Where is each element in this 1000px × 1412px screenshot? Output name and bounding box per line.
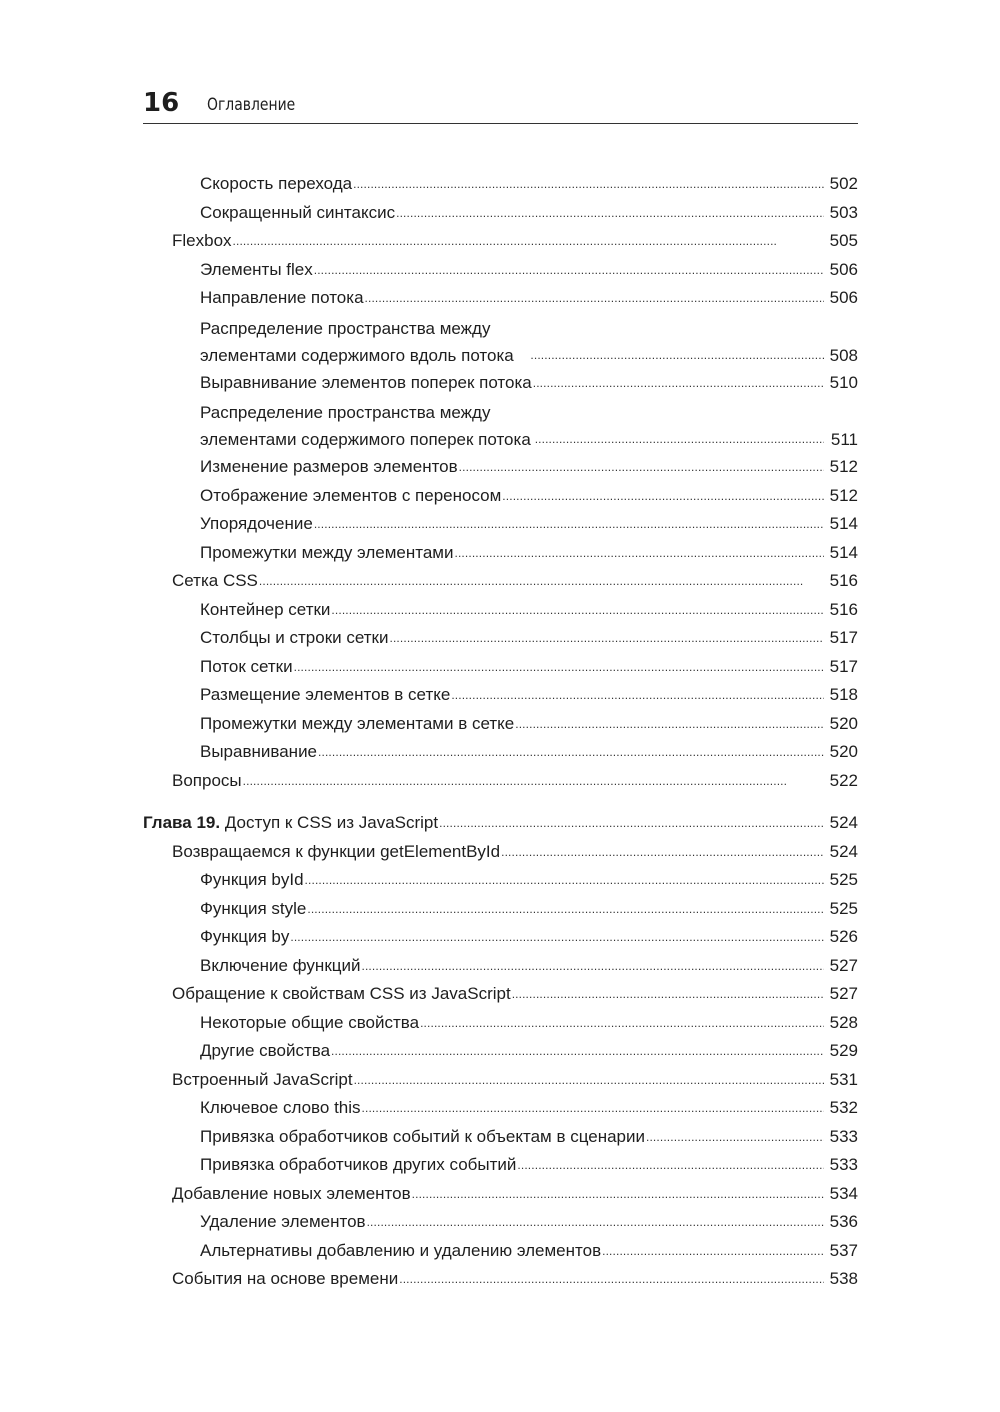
toc-entry[interactable]	[143, 1094, 858, 1123]
toc-entry-title: Альтернативы добавлению и удалению элементов	[200, 1240, 602, 1260]
toc-page-number: 510	[829, 372, 858, 392]
toc-entry[interactable]	[143, 980, 858, 1009]
toc-page-number: 534	[829, 1183, 858, 1203]
dot-leader	[307, 895, 824, 924]
toc-entry[interactable]	[143, 199, 858, 228]
toc-page-number: 512	[829, 485, 858, 505]
toc-page-number: 516	[829, 571, 858, 590]
toc-page-number: 520	[829, 713, 858, 733]
toc-page-number: 533	[829, 1126, 858, 1146]
toc-page-number: 536	[829, 1212, 858, 1231]
dot-leader	[331, 1037, 824, 1066]
toc-page-number: 514	[829, 514, 858, 533]
dot-leader	[294, 653, 824, 682]
toc-entry[interactable]	[143, 284, 858, 313]
dot-leader	[365, 284, 824, 313]
dot-leader	[233, 227, 824, 256]
toc-entry-title: Добавление новых элементов	[172, 1183, 411, 1203]
dot-leader	[535, 426, 824, 453]
toc-entry[interactable]	[143, 767, 858, 796]
toc-entry[interactable]	[143, 866, 858, 895]
toc-page-number: 524	[829, 813, 858, 832]
toc-entry[interactable]	[143, 596, 858, 625]
toc-entry[interactable]	[143, 1265, 858, 1294]
toc-entry-title	[143, 809, 438, 838]
toc-page-number: 531	[829, 1069, 858, 1089]
toc-page-number: 505	[829, 231, 858, 250]
toc-page-number: 508	[829, 345, 858, 365]
toc-page-number: 532	[829, 1098, 858, 1117]
toc-page-number: 517	[829, 628, 858, 647]
toc-page-number: 527	[829, 955, 858, 975]
header-divider	[143, 123, 858, 124]
toc-entry-title: Сокращенный синтаксис	[200, 202, 396, 222]
toc-page-number: 517	[829, 656, 858, 676]
dot-leader	[602, 1237, 824, 1266]
toc-entry-title: Отображение элементов с переносом	[200, 485, 502, 505]
toc-entry[interactable]	[143, 256, 858, 285]
toc-page-number: 518	[829, 685, 858, 704]
toc-entry-title: Выравнивание элементов поперек потока	[200, 372, 532, 392]
toc-page-number: 502	[829, 174, 858, 193]
toc-entry[interactable]	[143, 510, 858, 539]
dot-leader	[451, 681, 824, 710]
dot-leader	[646, 1123, 824, 1152]
toc-entry-title: Обращение к свойствам CSS из JavaScript	[172, 984, 511, 1003]
toc-entry[interactable]	[143, 1237, 858, 1266]
table-of-contents	[143, 170, 858, 1294]
toc-entry-title: Элементы flex	[200, 259, 313, 279]
toc-entry[interactable]	[143, 313, 858, 369]
toc-entry[interactable]	[143, 895, 858, 924]
page-number: 16	[143, 88, 180, 118]
toc-entry[interactable]	[143, 1066, 858, 1095]
dot-leader	[314, 256, 824, 285]
dot-leader	[259, 567, 824, 596]
toc-entry-title: Направление потока	[200, 288, 364, 307]
toc-page-number: 512	[829, 457, 858, 476]
toc-entry-title: Привязка обработчиков событий к объектам в сценарии	[200, 1126, 645, 1146]
toc-entry-title: Поток сетки	[200, 656, 293, 676]
dot-leader	[331, 596, 824, 625]
dot-leader	[362, 952, 825, 981]
toc-entry-title: Функция byId	[200, 870, 304, 889]
toc-entry[interactable]	[143, 1009, 858, 1038]
toc-page-number: 511	[830, 430, 858, 449]
dot-leader	[530, 342, 824, 369]
dot-leader	[367, 1208, 824, 1237]
toc-entry[interactable]	[143, 170, 858, 199]
toc-entry-title: Привязка обработчиков других событий	[200, 1155, 517, 1174]
toc-page-number: 527	[829, 984, 858, 1003]
dot-leader	[389, 624, 824, 653]
dot-leader	[290, 923, 824, 952]
toc-entry-title: Распределение пространства между элементами содержимого поперек потока	[200, 403, 531, 449]
toc-entry[interactable]	[143, 482, 858, 511]
dot-leader	[399, 1265, 824, 1294]
toc-entry-title: Столбцы и строки сетки	[200, 628, 389, 647]
toc-page-number: 520	[829, 742, 858, 761]
toc-entry-title: Возвращаемся к функции getElementById	[172, 841, 501, 861]
toc-page-number: 516	[829, 599, 858, 619]
toc-page-number: 525	[829, 898, 858, 918]
dot-leader	[533, 369, 824, 398]
toc-page-number: 526	[829, 927, 858, 946]
toc-entry[interactable]	[143, 1180, 858, 1209]
toc-entry-title: Функция style	[200, 898, 307, 918]
toc-entry[interactable]	[143, 227, 858, 256]
toc-entry-title: Встроенный JavaScript	[172, 1069, 353, 1089]
chapter-label: Глава 19.	[143, 813, 221, 832]
dot-leader	[502, 482, 824, 511]
dot-leader	[439, 809, 824, 838]
toc-entry[interactable]	[143, 397, 858, 453]
toc-entry[interactable]	[143, 681, 858, 710]
toc-entry[interactable]	[143, 952, 858, 981]
toc-entry-title: События на основе времени	[172, 1269, 399, 1288]
toc-entry-title: Контейнер сетки	[200, 599, 331, 619]
toc-entry[interactable]	[143, 923, 858, 952]
toc-entry-title: Сетка CSS	[172, 571, 258, 590]
dot-leader	[420, 1009, 824, 1038]
toc-page-number: 503	[829, 202, 858, 222]
dot-leader	[455, 539, 825, 568]
toc-entry[interactable]	[143, 369, 858, 398]
toc-entry-title: Другие свойства	[200, 1041, 331, 1060]
dot-leader	[243, 767, 824, 796]
toc-entry-title: Упорядочение	[200, 514, 313, 533]
toc-entry[interactable]	[143, 567, 858, 596]
toc-entry-title: Flexbox	[172, 231, 232, 250]
toc-page-number: 522	[829, 770, 858, 790]
toc-entry-title: Промежутки между элементами	[200, 542, 454, 562]
toc-entry[interactable]	[143, 710, 858, 739]
dot-leader	[459, 453, 824, 482]
toc-chapter-entry[interactable]	[143, 809, 858, 838]
running-title: Оглавление	[207, 95, 296, 115]
toc-page-number: 528	[829, 1012, 858, 1032]
toc-entry[interactable]	[143, 1208, 858, 1237]
toc-entry-title: Промежутки между элементами в сетке	[200, 713, 515, 733]
toc-entry[interactable]	[143, 1151, 858, 1180]
toc-entry[interactable]	[143, 738, 858, 767]
toc-entry-title: Размещение элементов в сетке	[200, 685, 451, 704]
toc-page-number: 529	[829, 1041, 858, 1060]
toc-page-number: 533	[829, 1155, 858, 1174]
dot-leader	[396, 199, 824, 228]
toc-page-number: 506	[829, 288, 858, 307]
toc-entry-title: Скорость перехода	[200, 174, 353, 193]
toc-entry-title: Удаление элементов	[200, 1212, 366, 1231]
toc-page-number: 514	[829, 542, 858, 562]
toc-entry-title: Распределение пространства между элементами содержимого вдоль потока	[200, 318, 514, 365]
toc-entry[interactable]	[143, 1037, 858, 1066]
toc-entry-title: Вопросы	[172, 770, 242, 790]
toc-page-number: 525	[829, 870, 858, 889]
dot-leader	[314, 510, 824, 539]
dot-leader	[501, 838, 824, 867]
page-header	[143, 86, 858, 126]
toc-entry-title: Выравнивание	[200, 742, 318, 761]
toc-entry[interactable]	[143, 838, 858, 867]
toc-page-number: 506	[829, 259, 858, 279]
dot-leader	[517, 1151, 824, 1180]
toc-page-number: 538	[829, 1269, 858, 1288]
dot-leader	[318, 738, 824, 767]
toc-entry[interactable]	[143, 624, 858, 653]
dot-leader	[353, 170, 824, 199]
toc-entry-title: Функция by	[200, 927, 290, 946]
toc-entry-title: Некоторые общие свойства	[200, 1012, 420, 1032]
toc-entry[interactable]	[143, 539, 858, 568]
dot-leader	[512, 980, 824, 1009]
toc-entry-title: Включение функций	[200, 955, 361, 975]
dot-leader	[362, 1094, 824, 1123]
dot-leader	[354, 1066, 824, 1095]
toc-page-number: 537	[829, 1240, 858, 1260]
toc-entry[interactable]	[143, 653, 858, 682]
dot-leader	[412, 1180, 824, 1209]
toc-entry-title: Ключевое слово this	[200, 1098, 361, 1117]
toc-entry[interactable]	[143, 453, 858, 482]
dot-leader	[515, 710, 824, 739]
toc-entry-title: Изменение размеров элементов	[200, 457, 458, 476]
toc-entry[interactable]	[143, 1123, 858, 1152]
chapter-title: Доступ к CSS из JavaScript	[224, 813, 439, 832]
dot-leader	[305, 866, 824, 895]
toc-page-number: 524	[829, 841, 858, 861]
